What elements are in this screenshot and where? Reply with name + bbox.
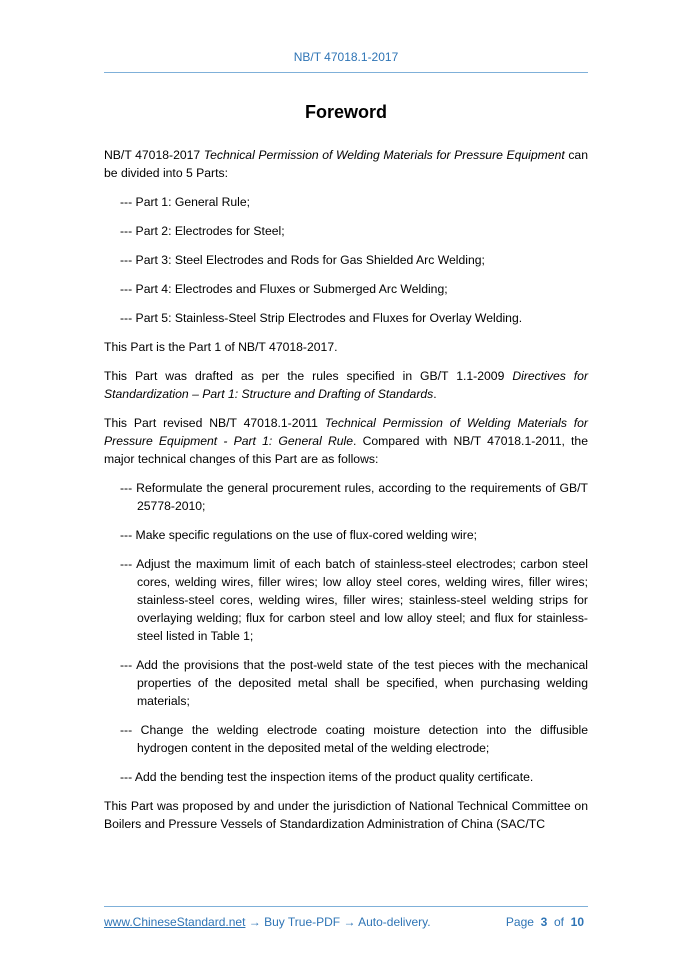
- document-body: [104, 146, 588, 844]
- change-item: --- Add the provisions that the post-weld state of the test pieces with the mechanical properties of the deposited metal shall be specified, when purchasing welding materials;: [120, 658, 588, 708]
- drafted-prefix: This Part was drafted as per the rules specified in GB/T 1.1-2009: [104, 369, 513, 383]
- change-item: --- Reformulate the general procurement rules, according to the requirements of GB/T 25778-2010;: [120, 481, 588, 513]
- revised-suffix: . Compared with NB/T 47018.1-2011, the major technical changes of this Part are as follows:: [104, 434, 588, 466]
- page-title: Foreword: [304, 102, 387, 122]
- intro-prefix: NB/T 47018-2017: [104, 148, 204, 162]
- page-footer: [104, 915, 588, 929]
- website-link[interactable]: www.ChineseStandard.net: [104, 915, 246, 929]
- proposed-paragraph: This Part was proposed by and under the jurisdiction of National Technical Committee on Boilers and Pressure Vessels of Standardization Administration of China (SAC/TC: [104, 799, 588, 831]
- of-label: of: [553, 915, 564, 929]
- change-item: --- Add the bending test the inspection items of the product quality certificate.: [120, 770, 534, 784]
- part-item: --- Part 5: Stainless-Steel Strip Electrodes and Fluxes for Overlay Welding.: [120, 311, 523, 325]
- revised-title: Technical Permission of Welding Materials for Pressure Equipment - Part 1: General Rule: [104, 416, 588, 448]
- revised-prefix: This Part revised NB/T 47018.1-2011: [104, 416, 325, 430]
- part-statement: This Part is the Part 1 of NB/T 47018-2017.: [104, 340, 338, 354]
- change-item: --- Change the welding electrode coating moisture detection into the diffusible hydrogen content in the deposited metal of the welding electrode;: [120, 723, 588, 755]
- total-pages: 10: [570, 915, 584, 929]
- drafted-suffix: .: [433, 387, 437, 401]
- page-indicator: [506, 915, 584, 929]
- drafted-paragraph: [104, 367, 588, 403]
- intro-paragraph: [104, 146, 588, 182]
- part-item: --- Part 1: General Rule;: [120, 195, 251, 209]
- intro-suffix: can be divided into 5 Parts:: [104, 148, 588, 180]
- part-item: --- Part 4: Electrodes and Fluxes or Submerged Arc Welding;: [120, 282, 448, 296]
- intro-title: Technical Permission of Welding Materials for Pressure Equipment: [203, 148, 565, 162]
- current-page: 3: [540, 915, 548, 929]
- revised-paragraph: [104, 414, 588, 468]
- header-divider: [104, 72, 588, 73]
- change-item: --- Make specific regulations on the use of flux-cored welding wire;: [120, 528, 477, 542]
- footer-divider: [104, 906, 588, 907]
- document-id-header: NB/T 47018.1-2017: [293, 50, 399, 64]
- part-item: --- Part 3: Steel Electrodes and Rods for Gas Shielded Arc Welding;: [120, 253, 485, 267]
- part-item: --- Part 2: Electrodes for Steel;: [120, 224, 285, 238]
- change-item: --- Adjust the maximum limit of each batch of stainless-steel electrodes; carbon steel cores, welding wires, filler wires; low alloy steel cores, welding wires, filler wires; stainless-steel cores, welding wires, filler wires; stainless-steel welding strips for overlaying welding; flux for carbon steel and low alloy steel; and flux for stainless-steel listed in Table 1;: [120, 557, 588, 643]
- purchase-promo: → Buy True-PDF → Auto-delivery.: [245, 915, 431, 929]
- page-label: Page: [505, 915, 534, 929]
- drafted-title: Directives for Standardization – Part 1: Structure and Drafting of Standards: [104, 369, 589, 401]
